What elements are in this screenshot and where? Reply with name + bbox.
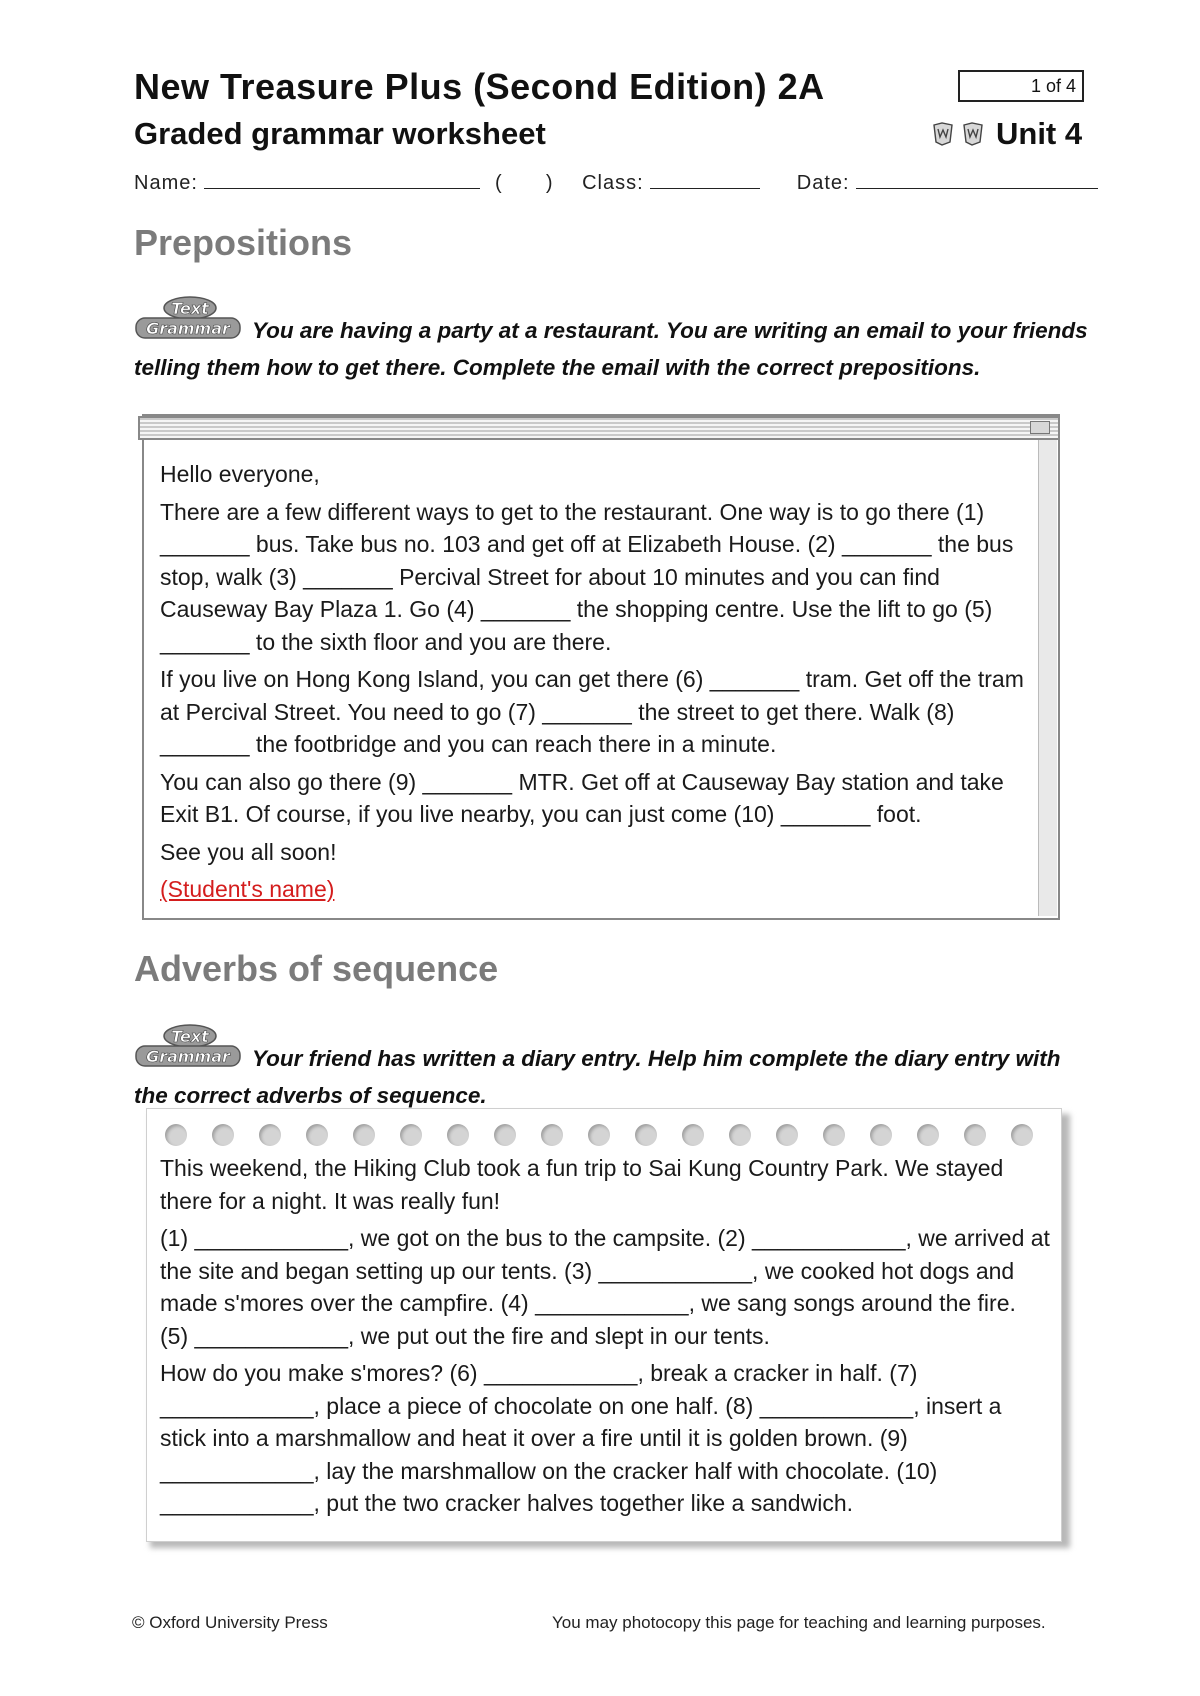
- binding-ring-icon: [588, 1124, 610, 1146]
- footer-permission: You may photocopy this page for teaching and learning purposes.: [552, 1613, 1046, 1632]
- date-label: Date:: [796, 172, 850, 194]
- badge-bottom-word: Grammar: [146, 319, 230, 338]
- class-field[interactable]: [650, 170, 760, 189]
- binding-ring-icon: [165, 1124, 187, 1146]
- date-field[interactable]: [856, 170, 1098, 189]
- binding-ring-icon: [494, 1124, 516, 1146]
- unit-label: Unit 4: [996, 116, 1083, 151]
- text-grammar-badge: [134, 1028, 244, 1072]
- badge-top-word: Text: [171, 1027, 209, 1046]
- instruction-text: Your friend has written a diary entry. Help him complete the diary entry with the correct adverbs of sequence.: [134, 1046, 1061, 1108]
- email-greeting: Hello everyone,: [160, 461, 320, 487]
- badge-top-word: Text: [171, 299, 209, 318]
- binding-ring-icon: [729, 1124, 751, 1146]
- binding-ring-icon: [212, 1124, 234, 1146]
- email-paragraph: There are a few different ways to get to the restaurant. One way is to go there (1) _______ bus. Take bus no. 103 and get off at Elizabeth House. (2) _______ the bus stop, walk (3) _______ Percival Street for about 10 minutes and you can find Causeway Bay Plaza 1. Go (4) _______ the shopping centre. Use the lift to go (5) _______ to the sixth floor and you are there.: [160, 498, 1014, 655]
- binding-ring-icon: [823, 1124, 845, 1146]
- email-title-bar: [138, 416, 1060, 440]
- diary-paragraph: This weekend, the Hiking Club took a fun trip to Sai Kung Country Park. We stayed there for a night. It was really fun!: [160, 1155, 1004, 1214]
- footer-copyright: © Oxford University Press: [132, 1613, 328, 1632]
- binding-ring-icon: [541, 1124, 563, 1146]
- student-info-fields: [134, 170, 1098, 195]
- email-body: [160, 458, 1036, 911]
- email-closing: See you all soon!: [160, 838, 337, 865]
- diary-paragraph: (1) ____________, we got on the bus to the campsite. (2) ____________, we arrived at the site and began setting up our tents. (3) ____________, we cooked hot dogs and made s'mores over the campfire. (4) ____________, we sang songs around the fire. (5) ____________, we put out the fire and slept in our tents.: [160, 1225, 1050, 1349]
- binding-ring-icon: [635, 1124, 657, 1146]
- badge-bottom-word: Grammar: [146, 1047, 230, 1066]
- instruction-text: You are having a party at a restaurant. You are writing an email to your friends telling them how to get there. Complete the email with the correct prepositions.: [134, 318, 1088, 380]
- binding-ring-icon: [259, 1124, 281, 1146]
- binding-ring-icon: [964, 1124, 986, 1146]
- binding-ring-icon: [306, 1124, 328, 1146]
- email-scrollbar[interactable]: [1038, 440, 1057, 916]
- binding-ring-icon: [1011, 1124, 1033, 1146]
- book-icon: [932, 122, 954, 146]
- instruction-prepositions: [134, 300, 1094, 386]
- page-indicator: 1 of 4: [958, 70, 1084, 102]
- email-paragraph: You can also go there (9) _______ MTR. Get off at Causeway Bay station and take Exit B1. Of course, if you live nearby, you can just come (10) _______ foot.: [160, 768, 1004, 827]
- class-label: Class:: [582, 172, 644, 194]
- name-label: Name:: [134, 172, 198, 194]
- class-number-open: (: [495, 172, 503, 194]
- book-icon: [962, 122, 984, 146]
- name-field[interactable]: [204, 170, 480, 189]
- binding-ring-icon: [776, 1124, 798, 1146]
- binding-ring-icon: [400, 1124, 422, 1146]
- text-grammar-badge: [134, 300, 244, 344]
- worksheet-subtitle: Graded grammar worksheet: [134, 116, 546, 151]
- window-button-icon: [1030, 421, 1050, 434]
- instruction-adverbs: [134, 1028, 1094, 1114]
- binding-ring-icon: [917, 1124, 939, 1146]
- email-paragraph: If you live on Hong Kong Island, you can get there (6) _______ tram. Get off the tram at Percival Street. You need to go (7) _______ the street to get there. Walk (8) _______ the footbridge and you can reach there in a minute.: [160, 666, 1024, 757]
- diary-body: [160, 1152, 1050, 1525]
- binding-ring-icon: [353, 1124, 375, 1146]
- class-number-close: ): [545, 172, 554, 194]
- binding-ring-icon: [447, 1124, 469, 1146]
- worksheet-title: New Treasure Plus (Second Edition) 2A: [134, 66, 825, 107]
- binding-ring-icon: [870, 1124, 892, 1146]
- email-signature: (Student's name): [160, 876, 335, 902]
- section-title-adverbs: Adverbs of sequence: [134, 948, 499, 989]
- section-title-prepositions: Prepositions: [134, 222, 353, 263]
- diary-paragraph: How do you make s'mores? (6) ____________, break a cracker in half. (7) ____________, place a piece of chocolate on one half. (8) ____________, insert a stick into a marshmallow and heat it over a fire until it is golden brown. (9) ____________, lay the marshmallow on the cracker half with chocolate. (10) ____________, put the two cracker halves together like a sandwich.: [160, 1360, 1002, 1516]
- binding-ring-icon: [682, 1124, 704, 1146]
